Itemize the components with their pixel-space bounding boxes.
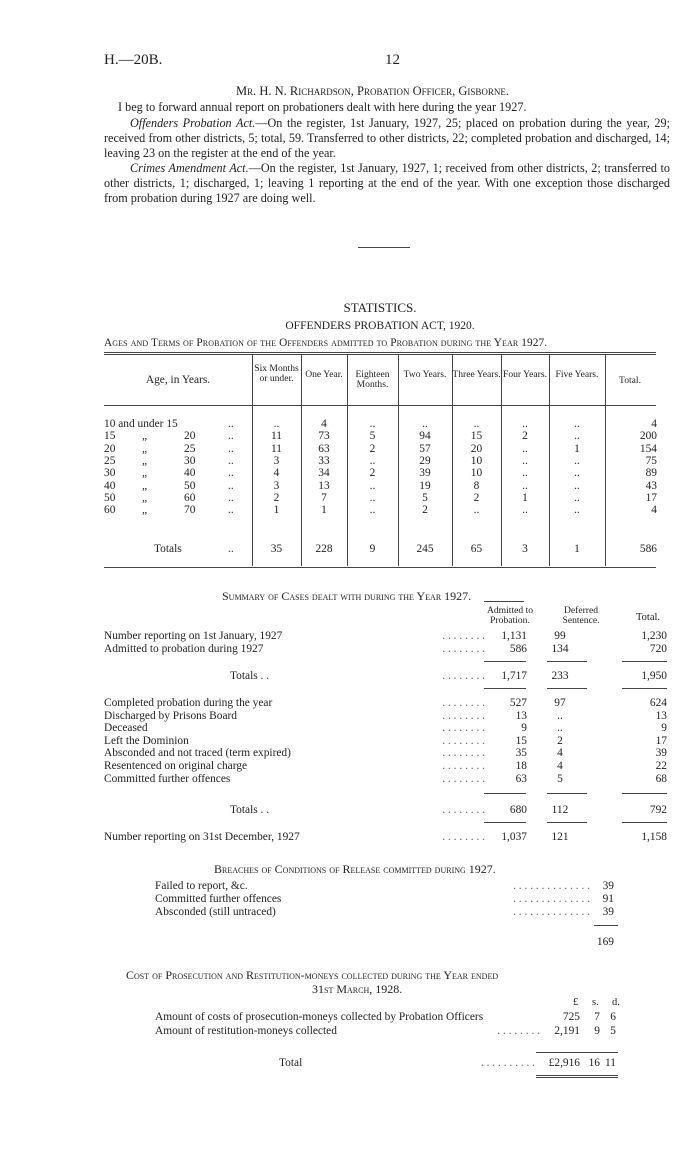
table-top-rule <box>104 354 656 355</box>
age-part: 20 <box>104 442 116 455</box>
totals-label: Totals . . <box>230 804 270 816</box>
act-title: Crimes Amendment Act. <box>130 161 249 175</box>
cell-admitted: 13 <box>515 709 527 722</box>
table-cell: .. <box>522 418 528 430</box>
leader-dots: . . . . . . . . . . . . . . <box>513 893 590 906</box>
rule <box>547 661 587 662</box>
column-header: Deferred Sentence. <box>562 605 600 626</box>
table-cell: .. <box>473 504 480 517</box>
cell-admitted: 18 <box>515 760 527 772</box>
leader-dots: . . . . . . . . <box>442 747 485 760</box>
table-cell: .. <box>369 491 376 504</box>
age-part: „ <box>142 454 148 467</box>
table-cell: 11 <box>271 442 282 455</box>
table-cell: .. <box>369 454 376 467</box>
leader-dots: .. <box>228 418 234 430</box>
table-cell: 2 <box>369 467 376 480</box>
table-cell: 1 <box>321 504 327 517</box>
table-cell: 89 <box>645 467 657 480</box>
cell-total: 720 <box>649 643 667 655</box>
column-header: Six Months or under. <box>254 363 299 384</box>
table-cell: .. <box>574 479 580 492</box>
statistics-subtitle: OFFENDERS PROBATION ACT, 1920. <box>285 320 475 332</box>
table-cell: 1 <box>273 504 280 517</box>
table-cell: 63 <box>318 442 330 455</box>
cell-total: 9 <box>661 722 667 735</box>
cell-admitted: 1,717 <box>501 670 527 682</box>
rule <box>622 793 667 794</box>
leader-dots: .. <box>228 467 234 480</box>
table-cell: 2 <box>369 442 376 455</box>
rule <box>547 688 587 689</box>
leader-dots: . . . . . . . . <box>442 804 485 816</box>
age-part: „ <box>142 479 148 492</box>
row-label: Admitted to probation during 1927 <box>104 643 264 655</box>
age-part: 30 <box>104 467 116 480</box>
totals-cell: 65 <box>470 543 483 555</box>
cell-deferred: 4 <box>557 760 563 772</box>
cell-admitted: 15 <box>515 734 527 747</box>
leader-dots: . . . . . . . . <box>442 670 485 682</box>
table-cell: .. <box>574 454 580 467</box>
column-rule <box>301 355 302 566</box>
column-header: £ <box>573 997 579 1008</box>
table-cell: 39 <box>419 467 431 480</box>
cell-total: 22 <box>655 760 667 772</box>
rule <box>622 688 667 689</box>
rule <box>536 1052 618 1053</box>
table-cell: 15 <box>470 430 483 443</box>
act-title: Offenders Probation Act. <box>130 116 256 130</box>
totals-label: Totals . . <box>230 670 270 682</box>
paragraph-intro: I beg to forward annual report on probationers dealt with here during the year 1927. <box>118 100 527 114</box>
column-header: Admitted to Probation. <box>486 605 534 626</box>
act-text: —On the register, 1st January, 1927, 25; placed on probation during the year, 29; received from other districts, 5; total, 59. Transferred to other districts, 22; completed probation and discharged, 14; leaving 23 on the register at the end of the year. <box>104 116 671 160</box>
cell-total: 17 <box>655 734 667 747</box>
table-cell: 1 <box>574 442 580 455</box>
age-part: „ <box>142 491 148 504</box>
column-header: Five Years. <box>555 369 599 380</box>
column-header: Total. <box>635 612 661 623</box>
cell-total: 624 <box>649 697 667 709</box>
total-shillings: 16 <box>588 1057 600 1069</box>
table-cell: 4 <box>273 467 280 480</box>
paragraph-offenders <box>104 116 670 161</box>
rule <box>536 1075 618 1076</box>
column-rule <box>605 355 606 566</box>
paragraph-crimes <box>104 161 670 206</box>
costs-title: Cost of Prosecution and Restitution-moneys collected during the Year ended <box>126 968 499 982</box>
summary-title: Summary of Cases dealt with during the Year 1927. <box>222 589 472 603</box>
table-cell: .. <box>574 491 580 504</box>
leader-dots: . . . . . . . . . . . . . . <box>513 906 590 919</box>
cell-admitted: 1,037 <box>501 831 527 843</box>
row-label: Completed probation during the year <box>104 697 273 709</box>
column-rule <box>452 355 453 566</box>
cell-deferred: 121 <box>551 831 569 843</box>
row-label: Committed further offences <box>104 772 231 785</box>
table-cell: 11 <box>271 430 282 443</box>
cell-admitted: 35 <box>515 747 527 760</box>
column-header: Eighteen Months. <box>355 369 390 390</box>
table-cell: 29 <box>419 454 431 467</box>
totals-cell: 9 <box>369 543 376 555</box>
table-cell: 3 <box>273 454 280 467</box>
page-code: H.—20B. <box>104 52 163 68</box>
table-cell: .. <box>522 454 528 467</box>
column-rule <box>501 355 502 566</box>
breach-total: 169 <box>596 936 614 948</box>
totals-cell: 3 <box>522 543 528 555</box>
totals-cell: 35 <box>270 543 283 555</box>
totals-cell: 228 <box>315 543 333 555</box>
table-cell: 5 <box>369 430 376 443</box>
table-cell: 2 <box>273 491 280 504</box>
cost-shillings: 9 <box>594 1025 600 1037</box>
rule <box>622 822 667 823</box>
table-header-rule <box>104 405 656 406</box>
cell-total: 792 <box>649 804 667 816</box>
leader-dots: .. <box>228 454 234 467</box>
table-cell: 3 <box>273 479 280 492</box>
table-cell: 1 <box>522 491 528 504</box>
cell-deferred: 134 <box>551 643 569 655</box>
row-label: Left the Dominion <box>104 734 189 747</box>
breach-label: Committed further offences <box>155 893 282 906</box>
leader-dots: . . . . . . . . <box>442 760 485 772</box>
column-header: Two Years. <box>403 369 447 380</box>
cell-total: 68 <box>655 772 667 785</box>
leader-dots: . . . . . . . . <box>442 722 485 735</box>
breach-label: Absconded (still untraced) <box>155 906 276 919</box>
table-cell: .. <box>369 418 376 430</box>
act-text: —On the register, 1st January, 1927, 1; received from other districts, 2; transferred to other districts, 1; discharged, 1; leaving 1 reporting at the end of the year. With one exception those discharged from probation during 1927 are doing well. <box>104 161 671 205</box>
rule <box>622 661 667 662</box>
age-part: 50 <box>184 479 196 492</box>
table-bottom-rule <box>104 567 656 568</box>
cell-deferred: 233 <box>551 670 569 682</box>
leader-dots: . . . . . . . . <box>442 709 485 722</box>
total-pounds: £2,916 <box>548 1057 580 1069</box>
table-cell: .. <box>574 467 580 480</box>
page-number: 12 <box>385 52 400 68</box>
leader-dots: .. <box>228 504 234 517</box>
breach-value: 39 <box>602 880 614 892</box>
column-rule <box>549 355 550 566</box>
table-cell: 94 <box>419 430 431 443</box>
row-label: Discharged by Prisons Board <box>104 709 237 722</box>
table-cell: 4 <box>321 418 327 430</box>
cost-pence: 5 <box>610 1025 616 1037</box>
age-part: 20 <box>184 430 196 443</box>
totals-cell: 1 <box>574 543 580 555</box>
leader-dots: . . . . . . . . . . . . . . <box>513 880 590 892</box>
column-rule <box>252 355 253 566</box>
cost-pounds: 2,191 <box>554 1025 580 1037</box>
table-cell: 10 <box>470 454 483 467</box>
table-cell: 4 <box>651 504 657 517</box>
cell-deferred: 99 <box>554 630 566 642</box>
cell-admitted: 1,131 <box>501 630 527 642</box>
table-cell: 4 <box>651 418 657 430</box>
table-cell: 8 <box>473 479 480 492</box>
leader-dots: .. <box>228 543 234 555</box>
total-label: Total <box>279 1057 303 1069</box>
rule <box>484 793 526 794</box>
table-cell: 17 <box>645 491 657 504</box>
table-cell: 73 <box>318 430 330 443</box>
age-part: 40 <box>184 467 196 480</box>
rule <box>547 822 587 823</box>
table-cell: .. <box>522 442 528 455</box>
rule <box>484 601 524 602</box>
table-cell: 19 <box>419 479 431 492</box>
table-cell: .. <box>369 479 376 492</box>
leader-dots: .. <box>228 491 234 504</box>
row-label: Number reporting on 1st January, 1927 <box>104 630 283 642</box>
cell-admitted: 586 <box>509 643 527 655</box>
table-cell: 75 <box>645 454 657 467</box>
leader-dots: .. <box>228 479 234 492</box>
cost-pounds: 725 <box>562 1011 580 1023</box>
table-cell: .. <box>522 467 528 480</box>
cell-total: 1,158 <box>641 831 667 843</box>
table-cell: 57 <box>419 442 431 455</box>
rule <box>484 661 526 662</box>
table-cell: 2 <box>422 504 428 517</box>
cell-total: 13 <box>655 709 667 722</box>
age-part: „ <box>142 504 148 517</box>
row-label: Resentenced on original charge <box>104 760 248 772</box>
statistics-title: STATISTICS. <box>343 300 417 315</box>
divider <box>358 247 410 248</box>
rule <box>594 925 618 926</box>
table-cell: 154 <box>639 442 657 455</box>
cell-deferred: 97 <box>554 697 566 709</box>
column-header: Three Years. <box>452 369 501 380</box>
leader-dots: . . . . . . . . <box>497 1025 540 1037</box>
table-cell: .. <box>574 430 580 443</box>
cell-admitted: 63 <box>515 772 527 785</box>
column-header: One Year. <box>305 369 343 380</box>
cell-deferred: 112 <box>551 804 569 816</box>
table-top-rule <box>104 352 656 353</box>
table-cell: 2 <box>473 491 480 504</box>
leader-dots: .. <box>228 430 234 443</box>
table-cell: 43 <box>645 479 657 492</box>
costs-title-date: 31st March, 1928. <box>312 982 403 996</box>
table-cell: .. <box>574 504 580 517</box>
table-cell: .. <box>522 504 528 517</box>
column-header: s. <box>592 997 599 1008</box>
cost-label: Amount of restitution-moneys collected <box>155 1025 337 1037</box>
row-label: Deceased <box>104 722 148 735</box>
rule <box>484 688 526 689</box>
leader-dots: . . . . . . . . <box>442 734 485 747</box>
cell-admitted: 527 <box>509 697 527 709</box>
table-cell: 33 <box>318 454 330 467</box>
column-header: d. <box>612 997 620 1008</box>
age-part: 60 <box>104 504 116 517</box>
leader-dots: .. <box>228 442 234 455</box>
totals-cell: 245 <box>416 543 434 555</box>
table-cell: .. <box>273 418 280 430</box>
breach-value: 91 <box>602 893 614 906</box>
age-part: „ <box>142 442 148 455</box>
breach-value: 39 <box>602 906 614 919</box>
age-part: 40 <box>104 479 116 492</box>
column-header: Four Years. <box>503 369 547 380</box>
age-part: „ <box>142 467 148 480</box>
age-label: 10 and under 15 <box>104 418 178 430</box>
age-part: 30 <box>184 454 196 467</box>
cell-total: 39 <box>655 747 667 760</box>
cell-deferred: .. <box>557 722 563 735</box>
age-part: 60 <box>184 491 196 504</box>
leader-dots: . . . . . . . . <box>442 772 485 785</box>
column-header: Total. <box>619 375 641 386</box>
table-cell: 34 <box>318 467 330 480</box>
breach-label: Failed to report, &c. <box>155 880 248 892</box>
age-part: „ <box>142 430 148 443</box>
table-cell: 20 <box>470 442 483 455</box>
cell-admitted: 680 <box>509 804 527 816</box>
cell-deferred: .. <box>557 709 563 722</box>
cell-total: 1,950 <box>641 670 667 682</box>
table-cell: .. <box>522 479 528 492</box>
rule <box>536 1077 618 1078</box>
age-part: 25 <box>104 454 116 467</box>
age-table-title: Ages and Terms of Probation of the Offenders admitted to Probation during the Year 1927. <box>104 337 548 349</box>
leader-dots: . . . . . . . . <box>442 697 485 709</box>
cost-pence: 6 <box>610 1011 616 1023</box>
table-cell: 2 <box>522 430 528 443</box>
age-part: 50 <box>104 491 116 504</box>
leader-dots: . . . . . . . . <box>442 643 485 655</box>
row-label: Number reporting on 31st December, 1927 <box>104 831 300 843</box>
age-part: 70 <box>184 504 196 517</box>
age-part: 25 <box>184 442 196 455</box>
table-cell: .. <box>422 418 428 430</box>
totals-cell: 586 <box>639 543 657 555</box>
cost-shillings: 7 <box>594 1011 600 1023</box>
cost-label: Amount of costs of prosecution-moneys collected by Probation Officers <box>155 1011 484 1023</box>
column-header: Age, in Years. <box>145 374 211 386</box>
leader-dots: . . . . . . . . <box>442 831 485 843</box>
table-cell: 5 <box>422 491 428 504</box>
rule <box>484 822 526 823</box>
rule <box>547 793 587 794</box>
breaches-title: Breaches of Conditions of Release committed during 1927. <box>214 862 496 876</box>
age-part: 15 <box>104 430 116 443</box>
table-cell: .. <box>473 418 480 430</box>
leader-dots: . . . . . . . . <box>442 630 485 642</box>
cell-deferred: 4 <box>557 747 563 760</box>
table-cell: .. <box>369 504 376 517</box>
cell-deferred: 5 <box>557 772 563 785</box>
cell-deferred: 2 <box>557 734 563 747</box>
table-cell: 13 <box>318 479 330 492</box>
table-cell: 200 <box>639 430 657 443</box>
author-line: Mr. H. N. Richardson, Probation Officer, Gisborne. <box>236 84 510 98</box>
cell-total: 1,230 <box>641 630 667 642</box>
total-pence: 11 <box>605 1057 616 1069</box>
table-cell: 7 <box>321 491 327 504</box>
cell-admitted: 9 <box>521 722 527 735</box>
table-cell: 10 <box>470 467 483 480</box>
totals-label: Totals <box>154 543 182 555</box>
leader-dots: . . . . . . . . . . <box>480 1057 535 1069</box>
row-label: Absconded and not traced (term expired) <box>104 747 291 760</box>
table-cell: .. <box>574 418 580 430</box>
column-rule <box>398 355 399 566</box>
